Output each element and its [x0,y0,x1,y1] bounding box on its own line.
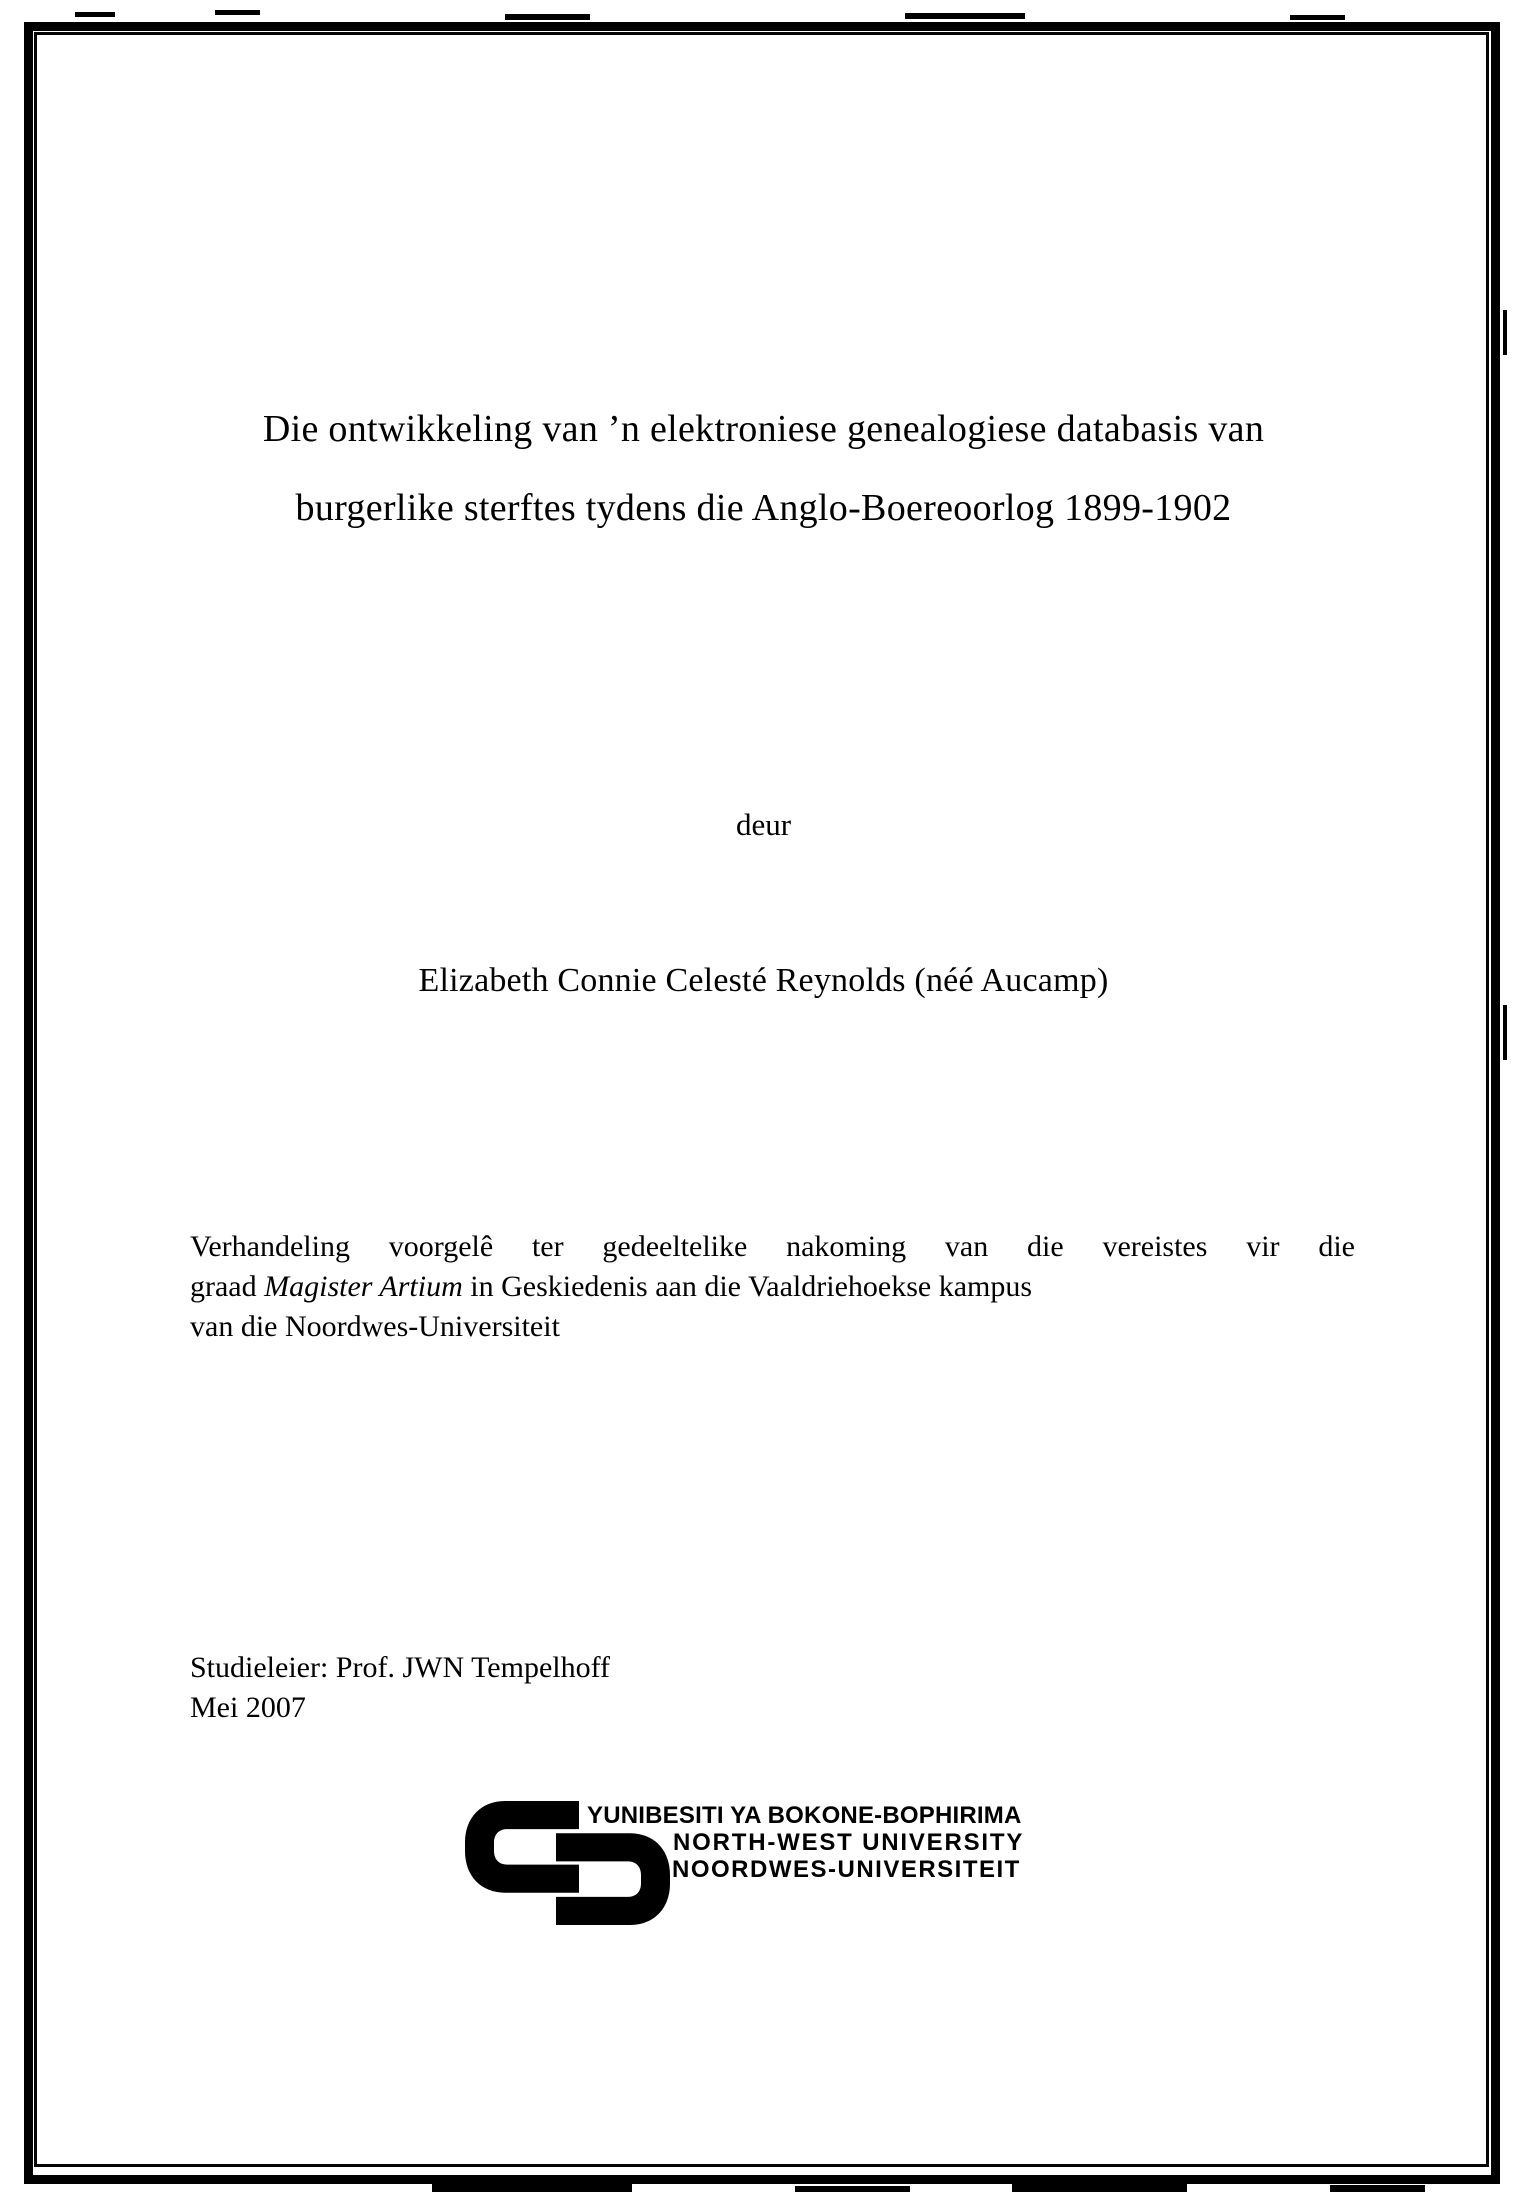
scan-artifact [505,14,590,20]
logo-text-setswana: YUNIBESITI YA BOKONE-BOPHIRIMA [587,1802,1022,1829]
submission-line-2-suffix: in Geskiedenis aan die Vaaldriehoekse kampus [462,1270,1033,1303]
scan-artifact [795,2186,910,2192]
author-name: Elizabeth Connie Celesté Reynolds (néé Aucamp) [418,962,1109,999]
scan-artifact [1503,1005,1507,1060]
logo-text-english: NORTH-WEST UNIVERSITY [673,1829,1025,1856]
date-line: Mei 2007 [190,1691,306,1724]
submission-line-2 [190,1267,1355,1307]
university-logo [465,1801,1085,1933]
scan-artifact [215,10,260,15]
supervisor-line: Studieleier: Prof. JWN Tempelhoff [190,1651,611,1684]
scan-artifact [1290,15,1345,20]
submission-line-1: Verhandeling voorgelê ter gedeeltelike nakoming van die vereistes vir die [190,1230,1355,1263]
scan-artifact [75,12,115,17]
supervisor-block [190,1648,610,1728]
scan-artifact [1330,2185,1425,2192]
scan-artifact [1503,310,1507,355]
logo-text-afrikaans: NOORDWES-UNIVERSITEIT [672,1856,1021,1883]
scan-artifact [432,2184,632,2192]
submission-line-2-prefix: graad [190,1270,265,1303]
byline-deur: deur [735,807,792,842]
submission-statement [190,1227,1355,1347]
thesis-title-line-1: Die ontwikkeling van ’n elektroniese genealogiese databasis van [262,408,1265,450]
submission-line-3: van die Noordwes-Universiteit [190,1310,560,1343]
scan-artifact [1012,2183,1187,2192]
thesis-title-line-2: burgerlike sterftes tydens die Anglo-Boereoorlog 1899-1902 [295,487,1232,529]
scan-artifact [905,13,1025,19]
degree-name-italic: Magister Artium [264,1270,463,1303]
thesis-title [60,390,1467,548]
